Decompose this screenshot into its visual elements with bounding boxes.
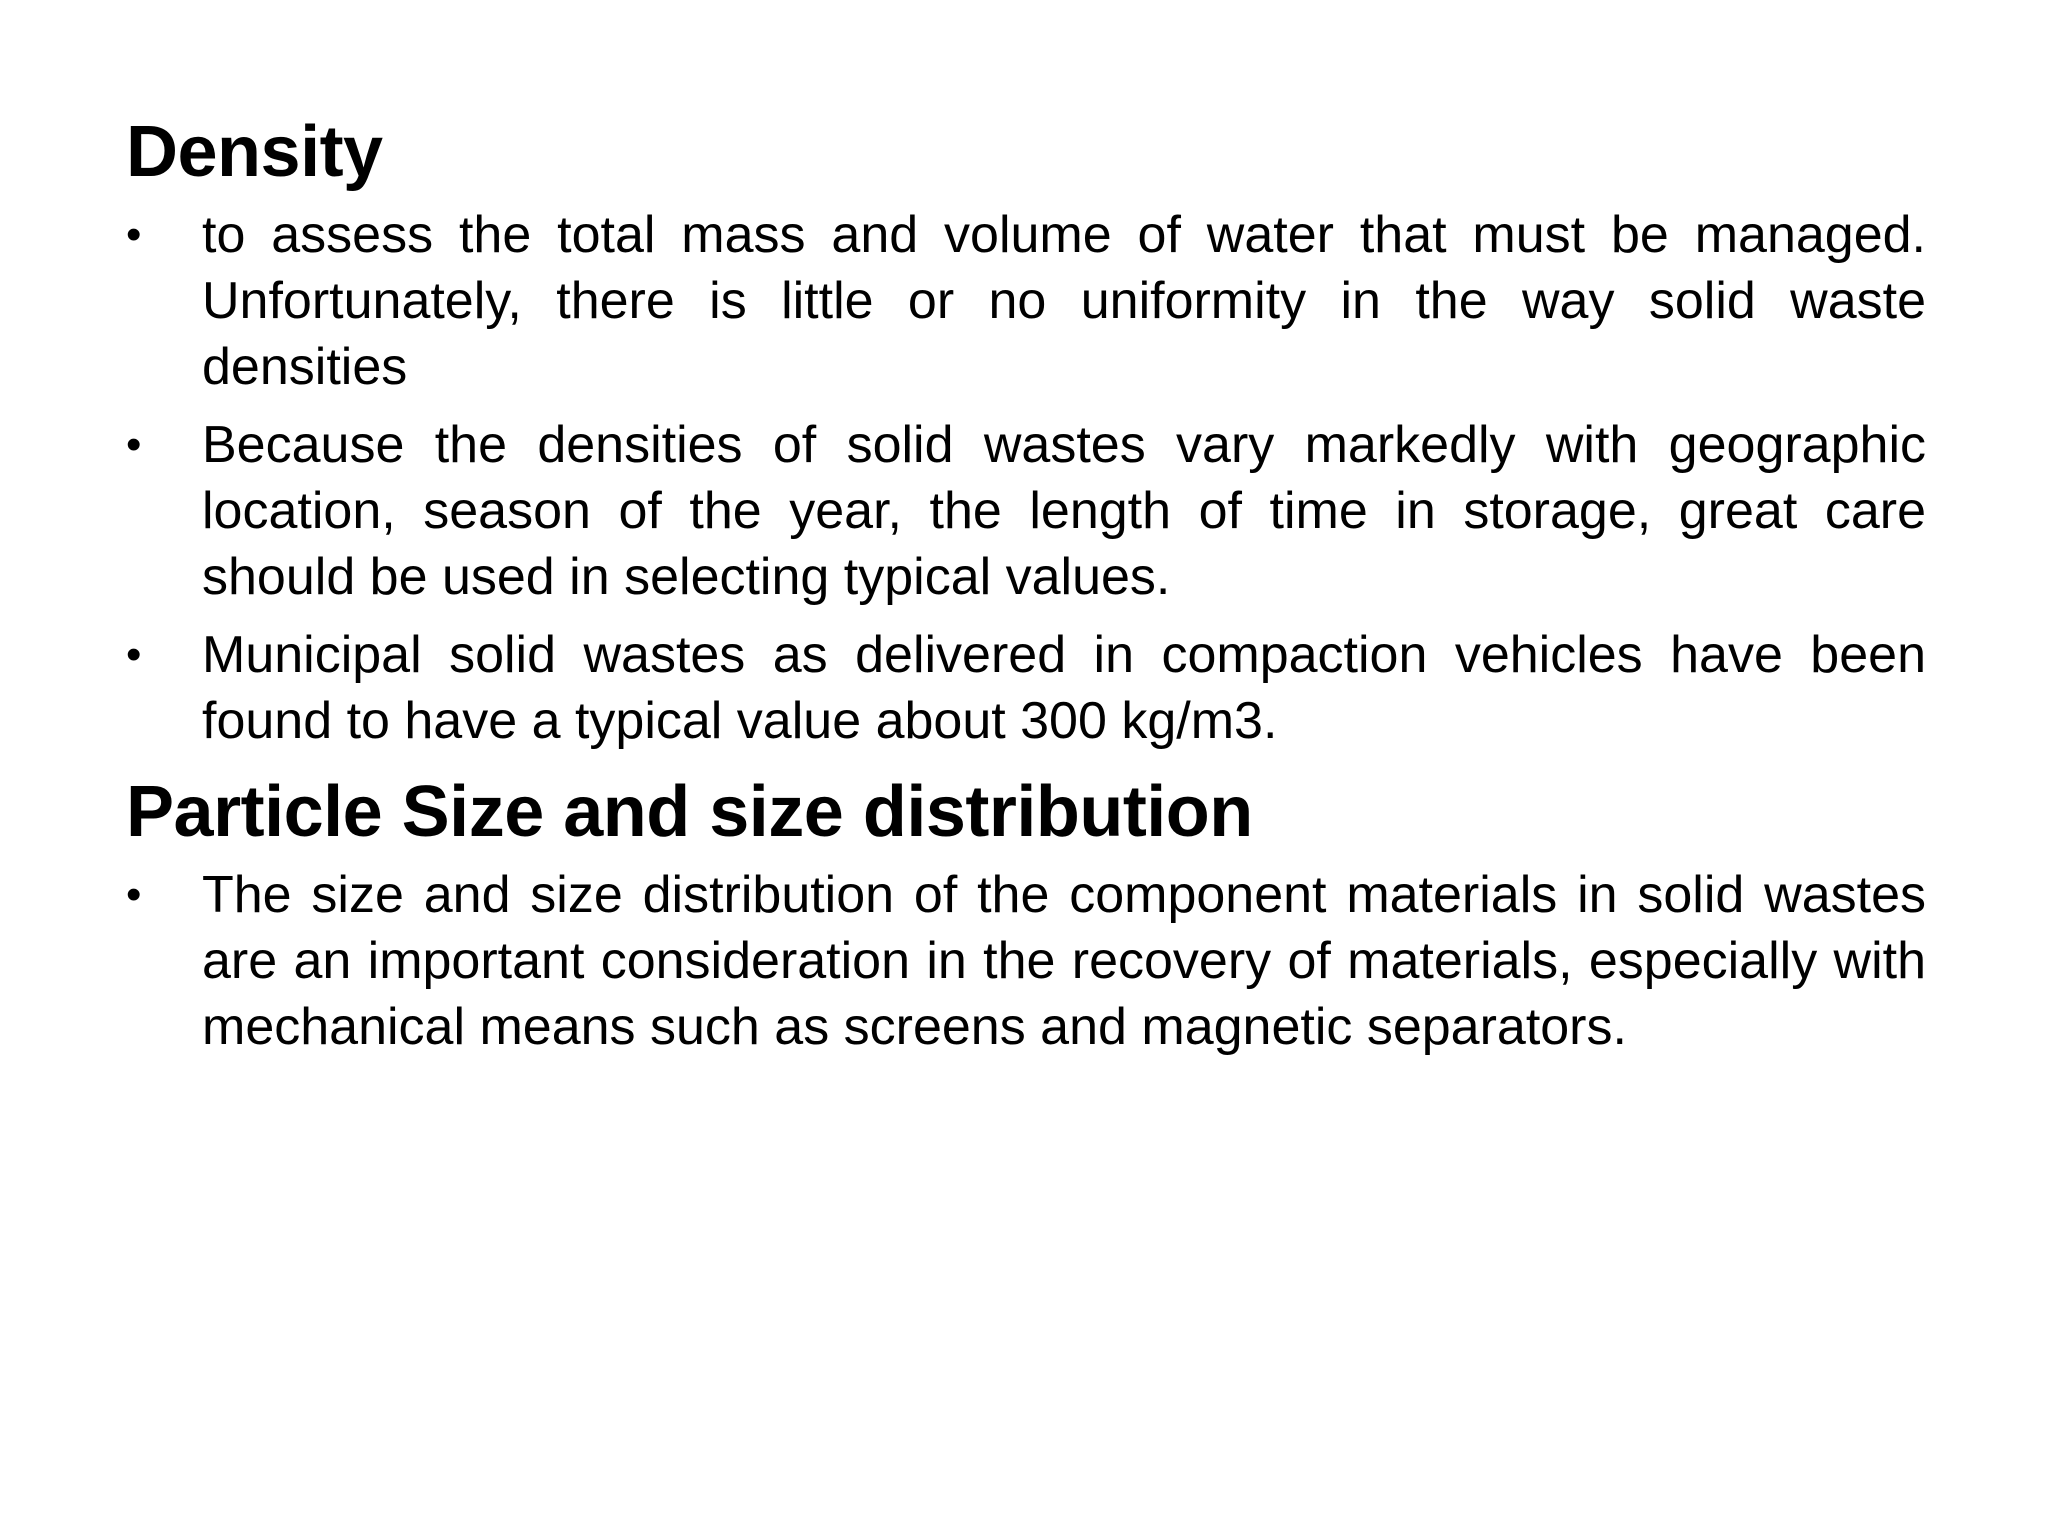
bullet-list-density xyxy=(126,202,1926,754)
bullet-item xyxy=(126,622,1926,754)
section-heading-particle-size: Particle Size and size distribution xyxy=(126,772,1253,852)
bullet-text: Municipal solid wastes as delivered in compaction vehicles have been found to have a typical value about 300 kg/m3. xyxy=(202,626,1926,750)
bullet-list-particle-size xyxy=(126,862,1926,1060)
bullet-item xyxy=(126,862,1926,1060)
bullet-dot-icon: • xyxy=(126,210,142,259)
bullet-dot-icon: • xyxy=(126,870,142,919)
bullet-text: Because the densities of solid wastes vary markedly with geographic location, season of the year, the length of time in storage, great care should be used in selecting typical values. xyxy=(202,416,1926,606)
bullet-dot-icon: • xyxy=(126,630,142,679)
slide-content xyxy=(126,108,1926,1074)
section-density xyxy=(126,108,1926,754)
bullet-item xyxy=(126,412,1926,610)
bullet-text: The size and size distribution of the component materials in solid wastes are an important consideration in the recovery of materials, especially with mechanical means such as screens and magnetic separators. xyxy=(202,866,1926,1056)
bullet-text: to assess the total mass and volume of water that must be managed. Unfortunately, there is little or no uniformity in the way solid waste densities xyxy=(202,206,1926,396)
bullet-dot-icon: • xyxy=(126,420,142,469)
section-particle-size xyxy=(126,768,1926,1060)
section-heading-density: Density xyxy=(126,112,383,192)
bullet-item xyxy=(126,202,1926,400)
